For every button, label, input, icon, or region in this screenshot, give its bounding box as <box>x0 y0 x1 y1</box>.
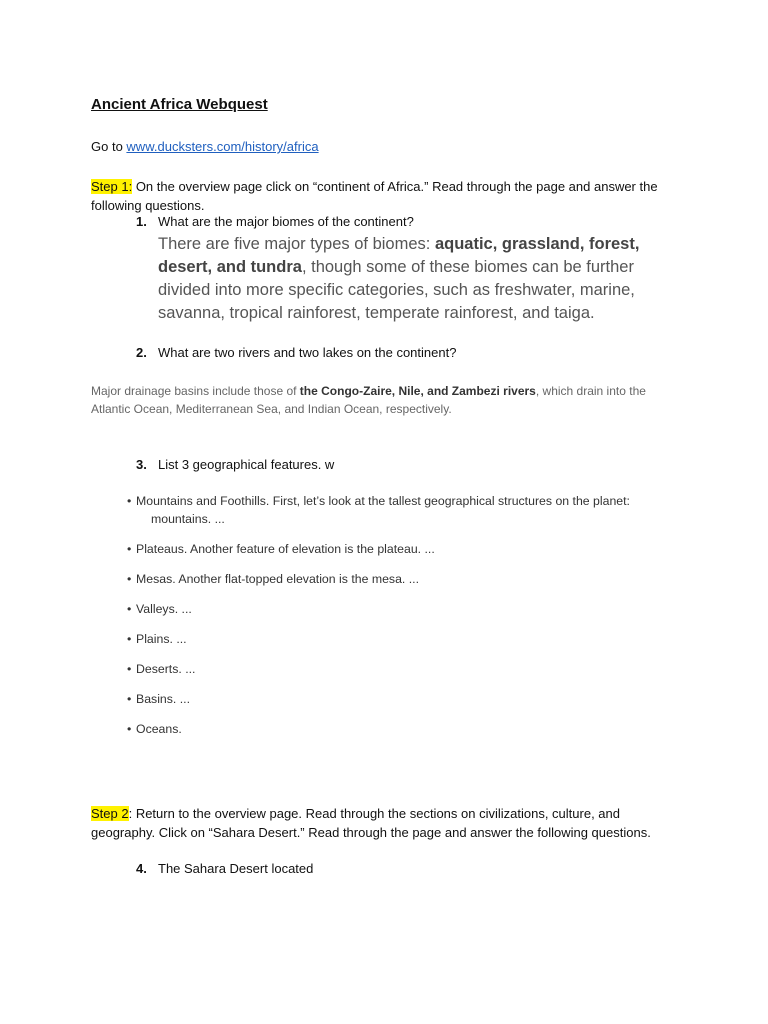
question-2-number: 2. <box>136 345 147 360</box>
question-1-number: 1. <box>136 214 147 229</box>
list-item <box>127 600 687 618</box>
step1-text: On the overview page click on “continent of Africa.” Read through the page and answer the following questions. <box>91 179 658 213</box>
feature-text: Oceans. <box>136 722 182 736</box>
question-4 <box>136 861 313 876</box>
feature-text: Plateaus. Another feature of elevation is the plateau. ... <box>136 542 435 556</box>
bullet-icon: • <box>127 722 132 736</box>
list-item <box>127 630 687 648</box>
question-3-number: 3. <box>136 457 147 472</box>
bullet-icon: • <box>127 602 132 616</box>
bullet-icon: • <box>127 542 132 556</box>
answer-2-bold: the Congo-Zaire, Nile, and Zambezi rivers <box>299 384 536 398</box>
feature-text: Mesas. Another flat-topped elevation is the mesa. ... <box>136 572 419 586</box>
answer-2-post: , which drain into the Atlantic Ocean, Mediterranean Sea, and Indian Ocean, respectively. <box>91 384 646 416</box>
answer-1-post: , though some of these biomes can be further divided into more specific categories, such as freshwater, marine, savanna, tropical rainforest, temperate rainforest, and taiga. <box>158 258 635 322</box>
features-list <box>127 492 687 750</box>
answer-2-pre: Major drainage basins include those of <box>91 384 300 398</box>
question-1 <box>136 214 414 229</box>
question-1-text: What are the major biomes of the continent? <box>158 214 414 229</box>
feature-text: Plains. ... <box>136 632 187 646</box>
goto-prefix: Go to <box>91 139 127 154</box>
list-item <box>127 540 687 558</box>
answer-1-bold: aquatic, grassland, forest, desert, and tundra <box>158 235 640 276</box>
question-4-text: The Sahara Desert located <box>158 861 314 876</box>
list-item <box>127 660 687 678</box>
bullet-icon: • <box>127 692 132 706</box>
question-4-number: 4. <box>136 861 147 876</box>
feature-text: Valleys. ... <box>136 602 192 616</box>
bullet-icon: • <box>127 632 132 646</box>
list-item <box>127 720 687 738</box>
answer-1 <box>158 233 658 325</box>
step2-instructions <box>91 804 681 842</box>
question-2 <box>136 345 456 360</box>
step2-label: Step 2 <box>91 806 129 821</box>
step2-text: : Return to the overview page. Read through the sections on civilizations, culture, and geography. Click on “Sahara Desert.” Read through the page and answer the following questions. <box>91 806 651 840</box>
question-3-text: List 3 geographical features. w <box>158 457 335 472</box>
goto-line <box>91 139 319 154</box>
bullet-icon: • <box>127 494 132 508</box>
bullet-icon: • <box>127 572 132 586</box>
list-item <box>127 570 687 588</box>
bullet-icon: • <box>127 662 132 676</box>
answer-1-pre: There are five major types of biomes: <box>158 235 435 253</box>
feature-text: Deserts. ... <box>136 662 196 676</box>
answer-2 <box>91 382 681 418</box>
feature-text: Basins. ... <box>136 692 190 706</box>
question-3 <box>136 457 334 472</box>
step1-label: Step 1: <box>91 179 133 194</box>
question-2-text: What are two rivers and two lakes on the continent? <box>158 345 457 360</box>
list-item <box>127 492 687 528</box>
ducksters-link[interactable]: www.ducksters.com/history/africa <box>126 139 319 154</box>
feature-text: Mountains and Foothills. First, let’s look at the tallest geographical structures on the planet: <box>136 494 630 508</box>
feature-text-continued: mountains. ... <box>151 512 225 526</box>
step1-instructions <box>91 177 681 215</box>
list-item <box>127 690 687 708</box>
page-title: Ancient Africa Webquest <box>91 96 268 113</box>
